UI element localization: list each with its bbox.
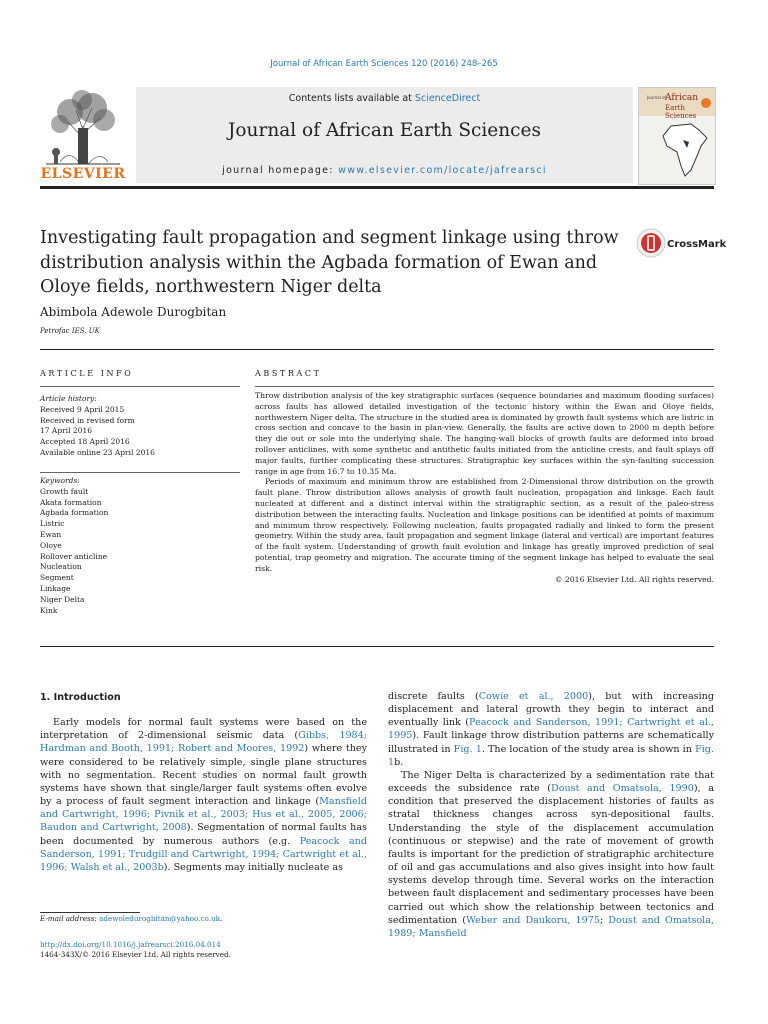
keyword: Listric xyxy=(40,519,65,529)
keyword: Akata formation xyxy=(40,497,102,507)
keyword: Growth fault xyxy=(40,486,89,496)
keyword: Kink xyxy=(40,605,58,615)
doi-link[interactable]: http://dx.doi.org/10.1016/j.jafrearsci.2016.04.014 xyxy=(40,940,221,949)
footnote-email xyxy=(40,914,222,923)
keyword: Niger Delta xyxy=(40,594,85,604)
body-text: ), a condition that preserved the displacement histories of faults as stratal thickness changes across syn-depositional faults. Understanding the style of the displacement accumulation (continuous or stepwise) and the rate of movement of growth faults is important for the prediction of stratigraphic architecture of oil and gas accumulations and also gives insight into how fault systems develop through time. Several works on the interaction between fault displacement and sedimentary processes have been carried out which show the relationship between tectonics and sedimentation ( xyxy=(388,783,715,926)
author-name[interactable]: Abimbola Adewole Durogbitan xyxy=(40,305,227,319)
citation-link[interactable]: Gibbs, 1984; Hardman and Booth, 1991; Robert and Moores, 1992 xyxy=(40,730,367,755)
title-rule xyxy=(40,349,714,350)
body-text: ). Fault linkage throw distribution patterns are schematically illustrated in xyxy=(388,730,714,755)
article-history xyxy=(40,394,240,459)
citation-link[interactable]: Peacock and Sanderson, 1991; Cartwright et al., 1995 xyxy=(388,717,714,742)
history-item: Accepted 18 April 2016 xyxy=(40,437,130,447)
keywords-list xyxy=(40,476,240,616)
journal-cover-thumbnail[interactable] xyxy=(638,87,716,185)
body-text: ; xyxy=(599,914,609,926)
article-info-heading: ARTICLE INFO xyxy=(40,369,134,378)
author-affiliation: Petrofac IES, UK xyxy=(40,327,100,335)
cover-title-2: Earth Sciences xyxy=(665,104,697,120)
contents-line xyxy=(136,93,633,104)
abstract-paragraph: Throw distribution analysis of the key stratigraphic surfaces (sequence boundaries and maximum flooding surfaces) across faults has allowed detailed investigation of the tectonic history within the Ewan and Oloye fields, northwestern Niger delta. The structure in the studied area is dominated by growth fault systems which are listric in cross section and concave to the basin in plan-view. Generally, the faults are active down to 2000 m depth before they die out or sole into the underlying shale. The hanging-wall blocks of growth faults are deformed into broad rollover anticlines, with some synthetic and antithetic faults initiated from the anticline crests, and fault splays off major faults, further complicating these structures. Stratigraphic key surfaces within the syn-faulting succession range in age from 16.7 to 10.35 Ma. xyxy=(255,391,714,476)
citation-link[interactable]: Peacock and Sanderson, 1991; Trudgill and Cartwright, 1994; Cartwright et al., 1996; Walsh et al., 2003b xyxy=(40,835,367,873)
sciencedirect-link[interactable]: ScienceDirect xyxy=(414,93,481,104)
abstract-body xyxy=(255,391,714,585)
body-text: discrete faults ( xyxy=(388,691,479,702)
history-item: Available online 23 April 2016 xyxy=(40,447,155,457)
contents-prefix: Contents lists available at xyxy=(288,93,415,104)
homepage-link[interactable]: www.elsevier.com/locate/jafrearsci xyxy=(338,165,547,176)
keywords-label: Keywords: xyxy=(40,476,80,485)
body-text: ) where they were considered to be relatively simple, single plane structures with no segmentation. Recent studies on normal fault growth systems have shown that single/larger fault systems often evolve by a process of fault segment interaction and linkage ( xyxy=(40,743,367,808)
body-text: b. xyxy=(394,756,404,768)
citation-link[interactable]: Cowie et al., 2000 xyxy=(478,691,589,702)
keywords-rule xyxy=(40,472,240,473)
keyword: Oloye xyxy=(40,540,62,550)
email-link[interactable]: adewoledurogbitan@yahoo.co.uk xyxy=(99,914,221,923)
journal-title: Journal of African Earth Sciences xyxy=(228,120,541,141)
cover-title-1: African xyxy=(665,93,699,103)
body-text: ). Segmentation of normal faults has been documented by numerous authors (e.g. xyxy=(40,822,367,847)
crossmark-label[interactable]: CrossMark xyxy=(667,239,727,250)
keyword: Rollover anticline xyxy=(40,551,108,561)
footnote-rule xyxy=(40,912,140,913)
body-text: . The location of the study area is shown in xyxy=(481,743,696,755)
section-heading-introduction: 1. Introduction xyxy=(40,692,121,703)
abstract-end-rule xyxy=(40,646,714,647)
homepage-prefix: journal homepage: xyxy=(222,165,339,176)
abstract-copyright: © 2016 Elsevier Ltd. All rights reserved. xyxy=(554,574,714,584)
email-end: . xyxy=(220,914,223,923)
figure-link[interactable]: Fig. 1 xyxy=(453,743,482,755)
body-column-right xyxy=(388,690,714,940)
keyword: Segment xyxy=(40,573,74,583)
body-column-left xyxy=(40,690,367,874)
publisher-name: ELSEVIER xyxy=(40,166,126,182)
africa-map-icon xyxy=(661,122,709,178)
body-paragraph xyxy=(40,716,367,874)
cover-small-text: Journal of xyxy=(647,95,666,100)
keyword: Linkage xyxy=(40,583,71,593)
history-item: Received in revised form xyxy=(40,415,135,425)
abstract-paragraph: Periods of maximum and minimum throw are established from 2-Dimensional throw distribution on the growth fault plane. Throw distribution allows analysis of growth fault nucleation, propagation and linkage. Each fault nucleated at different and a distinct interval within the stratigraphic section, as a result of the paleo-stress distribution between the interacting faults. Nucleation and linkage positions can be identified at points of maximum and minimum throw respectively. Following nucleation, faults propagated radially and linked to form the present geometry. Within the study area, fault propagation and segment linkage (lateral and vertical) are important features of the fault system. Understanding of growth fault evolution and linkage has greatly improved prediction of seal potential, trap geometry and migration. The accurate timing of the segment linkage has helped to evaluate the seal risk. xyxy=(255,477,714,573)
figure-link[interactable]: Fig. 1 xyxy=(388,743,714,768)
history-item: Received 9 April 2015 xyxy=(40,404,125,414)
citation-link[interactable]: Doust and Omatsola, 1990 xyxy=(551,783,694,795)
body-paragraph xyxy=(388,769,714,940)
email-label: E-mail address: xyxy=(40,914,100,923)
keyword: Nucleation xyxy=(40,562,82,572)
cover-badge-icon xyxy=(701,98,711,108)
crossmark-icon xyxy=(636,228,666,258)
body-text: ). Segments may initially nucleate as xyxy=(163,861,344,873)
journal-reference[interactable]: Journal of African Earth Sciences 120 (2016) 248–265 xyxy=(270,59,498,69)
body-text: Early models for normal fault systems were based on the interpretation of 2-dimensional seismic data ( xyxy=(40,717,367,742)
history-item: 17 April 2016 xyxy=(40,426,92,436)
article-info-rule xyxy=(40,386,240,387)
keyword: Ewan xyxy=(40,529,62,539)
issn-line: 1464-343X/© 2016 Elsevier Ltd. All rights reserved. xyxy=(40,950,231,959)
body-text: The Niger Delta is characterized by a sedimentation rate that exceeds the subsidence rate ( xyxy=(388,769,714,795)
history-label: Article history: xyxy=(40,394,97,403)
citation-link[interactable]: Doust and Omatsola, 1989; Mansfield xyxy=(388,914,715,939)
body-paragraph xyxy=(388,690,714,769)
citation-link[interactable]: Weber and Daukoru, 1975 xyxy=(466,914,600,926)
header-rule xyxy=(40,186,714,189)
citation-link[interactable]: Mansfield and Cartwright, 1996; Pivnik et al., 2003; Hus et al., 2005, 2006; Baudon and Cartwright, 2008 xyxy=(40,796,367,834)
article-title: Investigating fault propagation and segment linkage using throw distribution analysis within the Agbada formation of Ewan and Oloye fields, northwestern Niger delta xyxy=(40,228,619,297)
abstract-rule xyxy=(255,386,714,387)
body-text: ), but with increasing displacement and lateral growth they begin to interact and eventually link ( xyxy=(388,691,714,729)
keyword: Agbada formation xyxy=(40,508,109,518)
abstract-heading: ABSTRACT xyxy=(255,369,322,378)
journal-homepage xyxy=(136,165,633,176)
